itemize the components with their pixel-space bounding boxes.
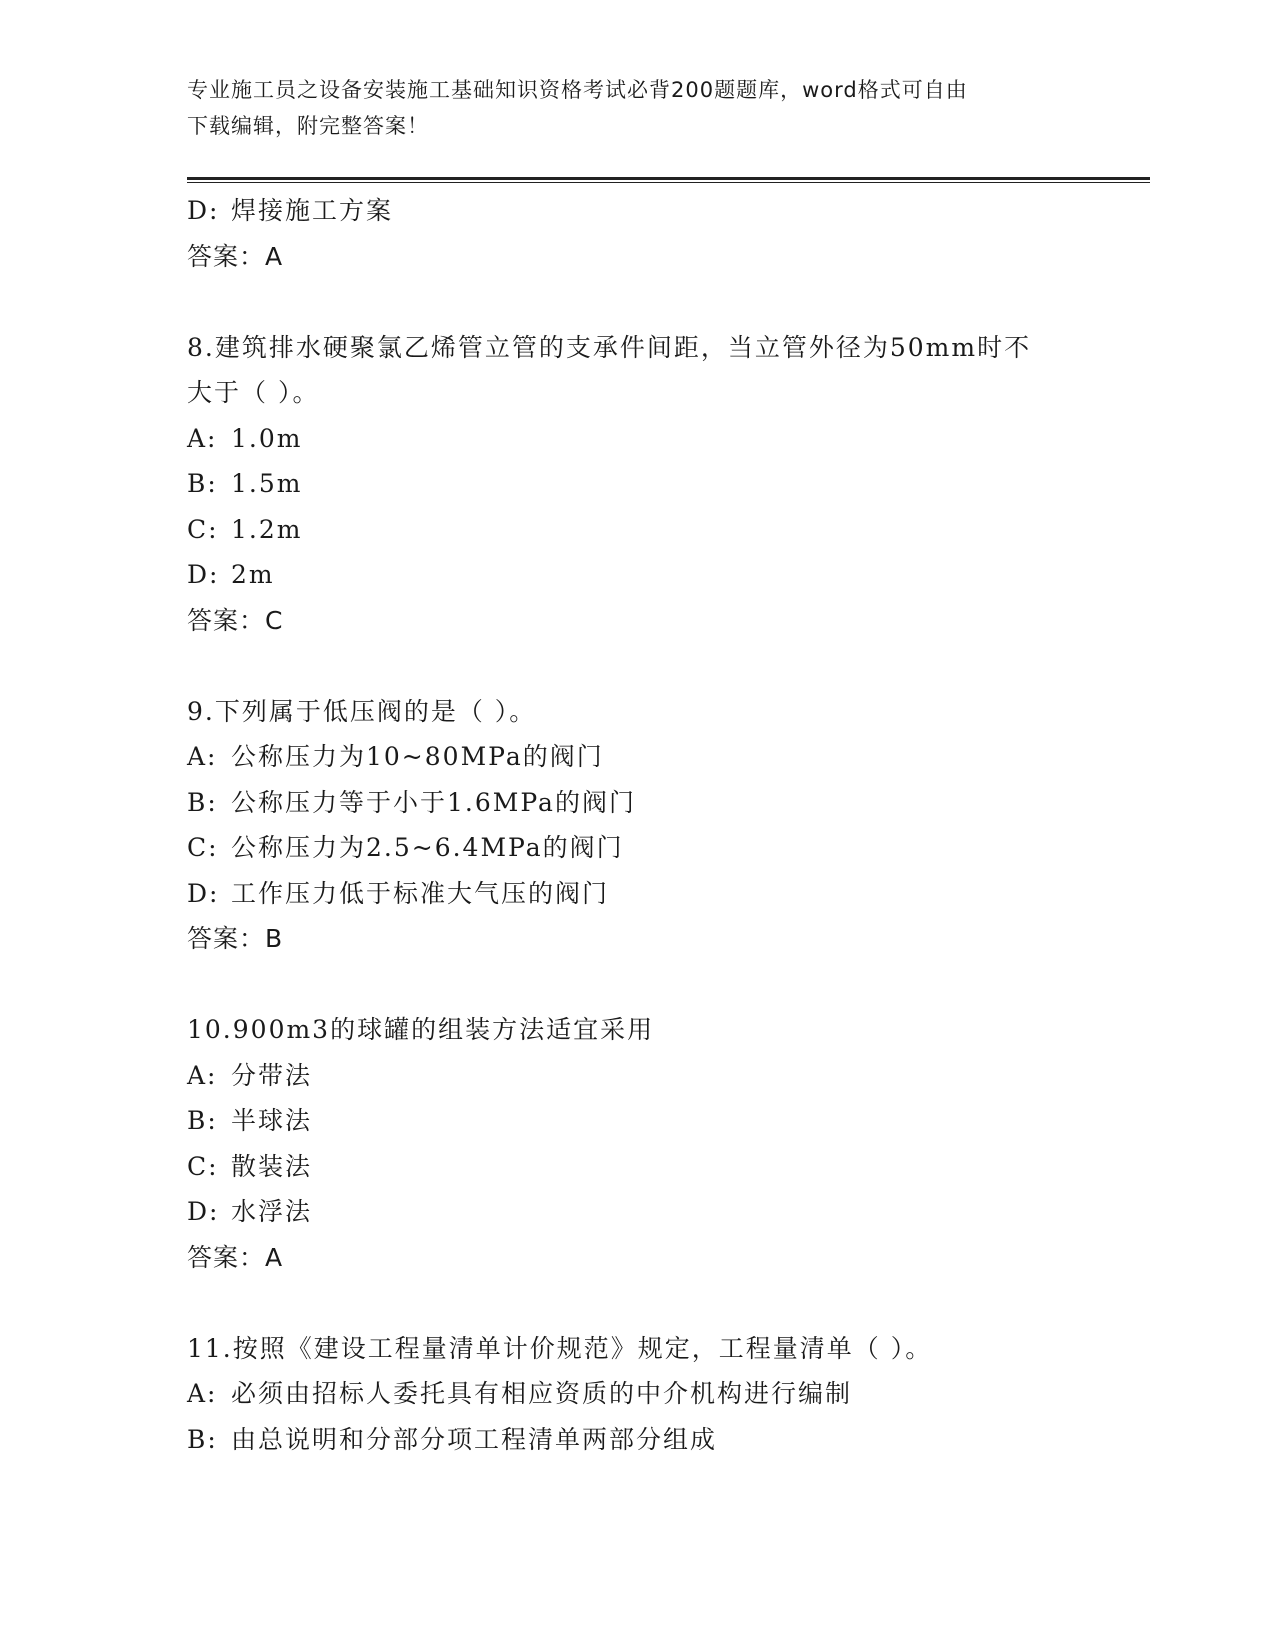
option-letter: A: bbox=[187, 1379, 218, 1408]
spacer bbox=[187, 962, 1087, 1008]
option-text: 1.2m bbox=[231, 514, 303, 544]
question-stem: 大于（ ）。 bbox=[187, 378, 320, 407]
option-text: 由总说明和分部分项工程清单两部分组成 bbox=[231, 1424, 718, 1454]
option-letter: C: bbox=[187, 833, 219, 862]
option-letter: D: bbox=[187, 1197, 220, 1226]
option-text: 公称压力为2.5~6.4MPa的阀门 bbox=[231, 833, 624, 862]
header-rule-thin bbox=[187, 182, 1150, 183]
option-d bbox=[187, 552, 1087, 598]
question-10 bbox=[187, 1007, 1087, 1280]
question-9 bbox=[187, 689, 1087, 962]
spacer bbox=[187, 1280, 1087, 1326]
option-a bbox=[187, 1053, 1087, 1099]
option-text: 焊接施工方案 bbox=[231, 196, 394, 225]
answer: 答案：A bbox=[187, 241, 284, 271]
option-letter: C: bbox=[187, 514, 219, 544]
option-text: 半球法 bbox=[231, 1106, 313, 1135]
option-d bbox=[187, 188, 1087, 234]
header-rule-thick bbox=[187, 177, 1150, 180]
option-letter: B: bbox=[187, 1106, 218, 1135]
option-c bbox=[187, 1144, 1087, 1190]
option-b bbox=[187, 461, 1087, 507]
spacer bbox=[187, 279, 1087, 325]
option-d bbox=[187, 1189, 1087, 1235]
option-letter: A: bbox=[187, 742, 218, 771]
option-text: 公称压力等于小于1.6MPa的阀门 bbox=[231, 787, 636, 817]
option-letter: B: bbox=[187, 1424, 218, 1454]
option-text: 2m bbox=[231, 560, 275, 589]
option-d bbox=[187, 871, 1087, 917]
option-text: 1.5m bbox=[231, 469, 303, 498]
option-c bbox=[187, 507, 1087, 553]
option-a bbox=[187, 734, 1087, 780]
option-text: 散装法 bbox=[231, 1151, 313, 1181]
question-7 bbox=[187, 188, 1087, 279]
option-letter: C: bbox=[187, 1151, 219, 1181]
option-text: 水浮法 bbox=[231, 1197, 313, 1226]
question-stem: 8.建筑排水硬聚氯乙烯管立管的支承件间距，当立管外径为50mm时不 bbox=[187, 332, 1032, 362]
option-letter: D: bbox=[187, 196, 220, 225]
option-a bbox=[187, 1371, 1087, 1417]
spacer bbox=[187, 643, 1087, 689]
option-letter: A: bbox=[187, 423, 218, 453]
option-c bbox=[187, 825, 1087, 871]
option-text: 必须由招标人委托具有相应资质的中介机构进行编制 bbox=[231, 1379, 853, 1408]
option-a bbox=[187, 416, 1087, 462]
question-stem: 9.下列属于低压阀的是（ ）。 bbox=[187, 696, 537, 726]
option-b bbox=[187, 780, 1087, 826]
question-8 bbox=[187, 325, 1087, 644]
question-list bbox=[187, 188, 1087, 1462]
document-header bbox=[187, 72, 1067, 144]
option-text: 1.0m bbox=[231, 423, 303, 453]
question-stem: 10.900m3的球罐的组装方法适宜采用 bbox=[187, 1015, 655, 1044]
header-line-2: 下载编辑，附完整答案！ bbox=[187, 114, 429, 138]
option-text: 分带法 bbox=[231, 1060, 313, 1090]
option-letter: D: bbox=[187, 560, 220, 589]
answer: 答案：A bbox=[187, 1242, 284, 1272]
question-stem: 11.按照《建设工程量清单计价规范》规定，工程量清单（ ）。 bbox=[187, 1333, 933, 1363]
question-11 bbox=[187, 1326, 1087, 1463]
option-b bbox=[187, 1417, 1087, 1463]
option-letter: B: bbox=[187, 787, 218, 817]
option-letter: A: bbox=[187, 1060, 218, 1090]
answer: 答案：B bbox=[187, 924, 284, 953]
header-line-1: 专业施工员之设备安装施工基础知识资格考试必背200题题库，word格式可自由 bbox=[187, 78, 968, 102]
option-b bbox=[187, 1098, 1087, 1144]
option-letter: D: bbox=[187, 878, 220, 908]
option-text: 公称压力为10~80MPa的阀门 bbox=[231, 742, 604, 771]
answer: 答案：C bbox=[187, 605, 284, 635]
option-text: 工作压力低于标准大气压的阀门 bbox=[231, 878, 610, 908]
option-letter: B: bbox=[187, 469, 218, 498]
